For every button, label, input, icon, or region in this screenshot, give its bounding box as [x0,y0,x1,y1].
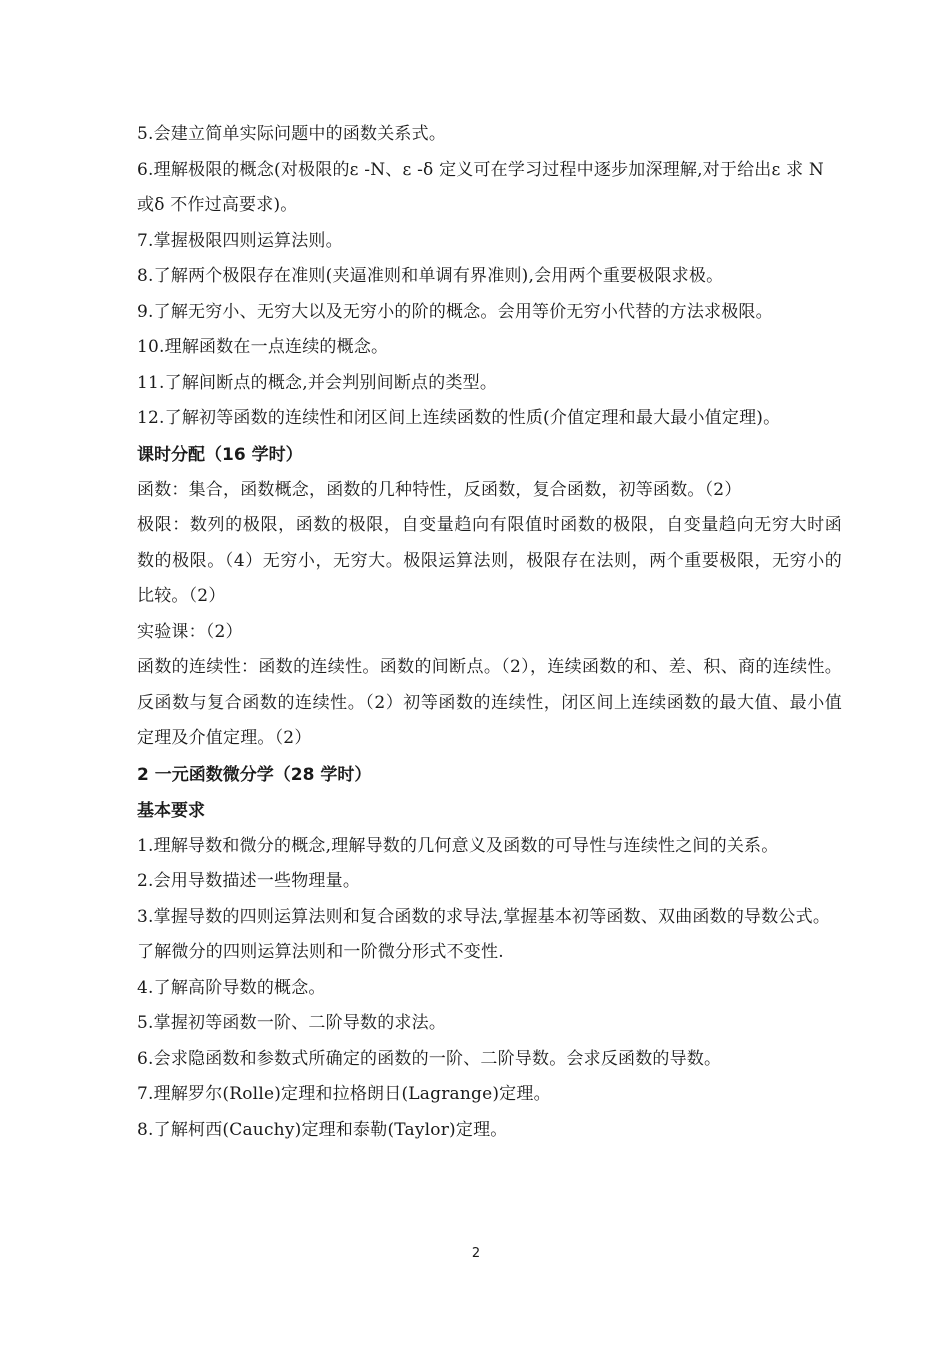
objective-item: 9.了解无穷小、无穷大以及无穷小的阶的概念。会用等价无穷小代替的方法求极限。 [137,301,773,322]
objective-item: 6.会求隐函数和参数式所确定的函数的一阶、二阶导数。会求反函数的导数。 [137,1048,722,1069]
basic-requirements-heading: 基本要求 [137,800,205,821]
objective-item: 7.理解罗尔(Rolle)定理和拉格朗日(Lagrange)定理。 [137,1084,551,1104]
page-number: 2 [471,1246,481,1261]
hours-paragraph: 实验课：（2） [137,621,243,642]
objective-item: 11.了解间断点的概念,并会判别间断点的类型。 [137,372,498,393]
objective-item: 8.了解两个极限存在准则(夹逼准则和单调有界准则),会用两个重要极限求极。 [137,266,724,286]
objective-item: 7.掌握极限四则运算法则。 [137,230,343,251]
objective-item: 3.掌握导数的四则运算法则和复合函数的求导法,掌握基本初等函数、双曲函数的导数公式。了解微分的四则运算法则和一阶微分形式不变性. [137,906,831,962]
objective-item: 2.会用导数描述一些物理量。 [137,871,361,891]
hours-paragraph: 极限：数列的极限，函数的极限，自变量趋向有限值时函数的极限，自变量趋向无穷大时函数的极限。（4）无穷小，无穷大。极限运算法则，极限存在法则，两个重要极限，无穷小的比较。（2） [137,515,842,606]
objective-item: 5.掌握初等函数一阶、二阶导数的求法。 [137,1013,447,1033]
hours-paragraph: 函数的连续性：函数的连续性。函数的间断点。（2），连续函数的和、差、积、商的连续性。反函数与复合函数的连续性。（2）初等函数的连续性，闭区间上连续函数的最大值、最小值定理及介值定理。（2） [137,657,842,748]
section-heading: 2 一元函数微分学（28 学时） [137,764,372,785]
objective-item: 12.了解初等函数的连续性和闭区间上连续函数的性质(介值定理和最大最小值定理)。 [137,408,781,428]
objective-item: 4.了解高阶导数的概念。 [137,977,326,998]
document-page [137,117,842,1148]
objective-item: 5.会建立简单实际问题中的函数关系式。 [137,124,447,144]
hours-paragraph: 函数：集合，函数概念，函数的几种特性，反函数，复合函数，初等函数。（2） [137,479,742,500]
objective-item: 6.理解极限的概念(对极限的ε -N、ε -δ 定义可在学习过程中逐步加深理解,对于给出ε 求 N 或δ 不作过高要求)。 [137,159,830,215]
hours-heading: 课时分配（16 学时） [137,444,303,465]
objective-item: 1.理解导数和微分的概念,理解导数的几何意义及函数的可导性与连续性之间的关系。 [137,835,779,856]
objective-item: 10.理解函数在一点连续的概念。 [137,337,389,357]
objective-item: 8.了解柯西(Cauchy)定理和泰勒(Taylor)定理。 [137,1119,508,1140]
